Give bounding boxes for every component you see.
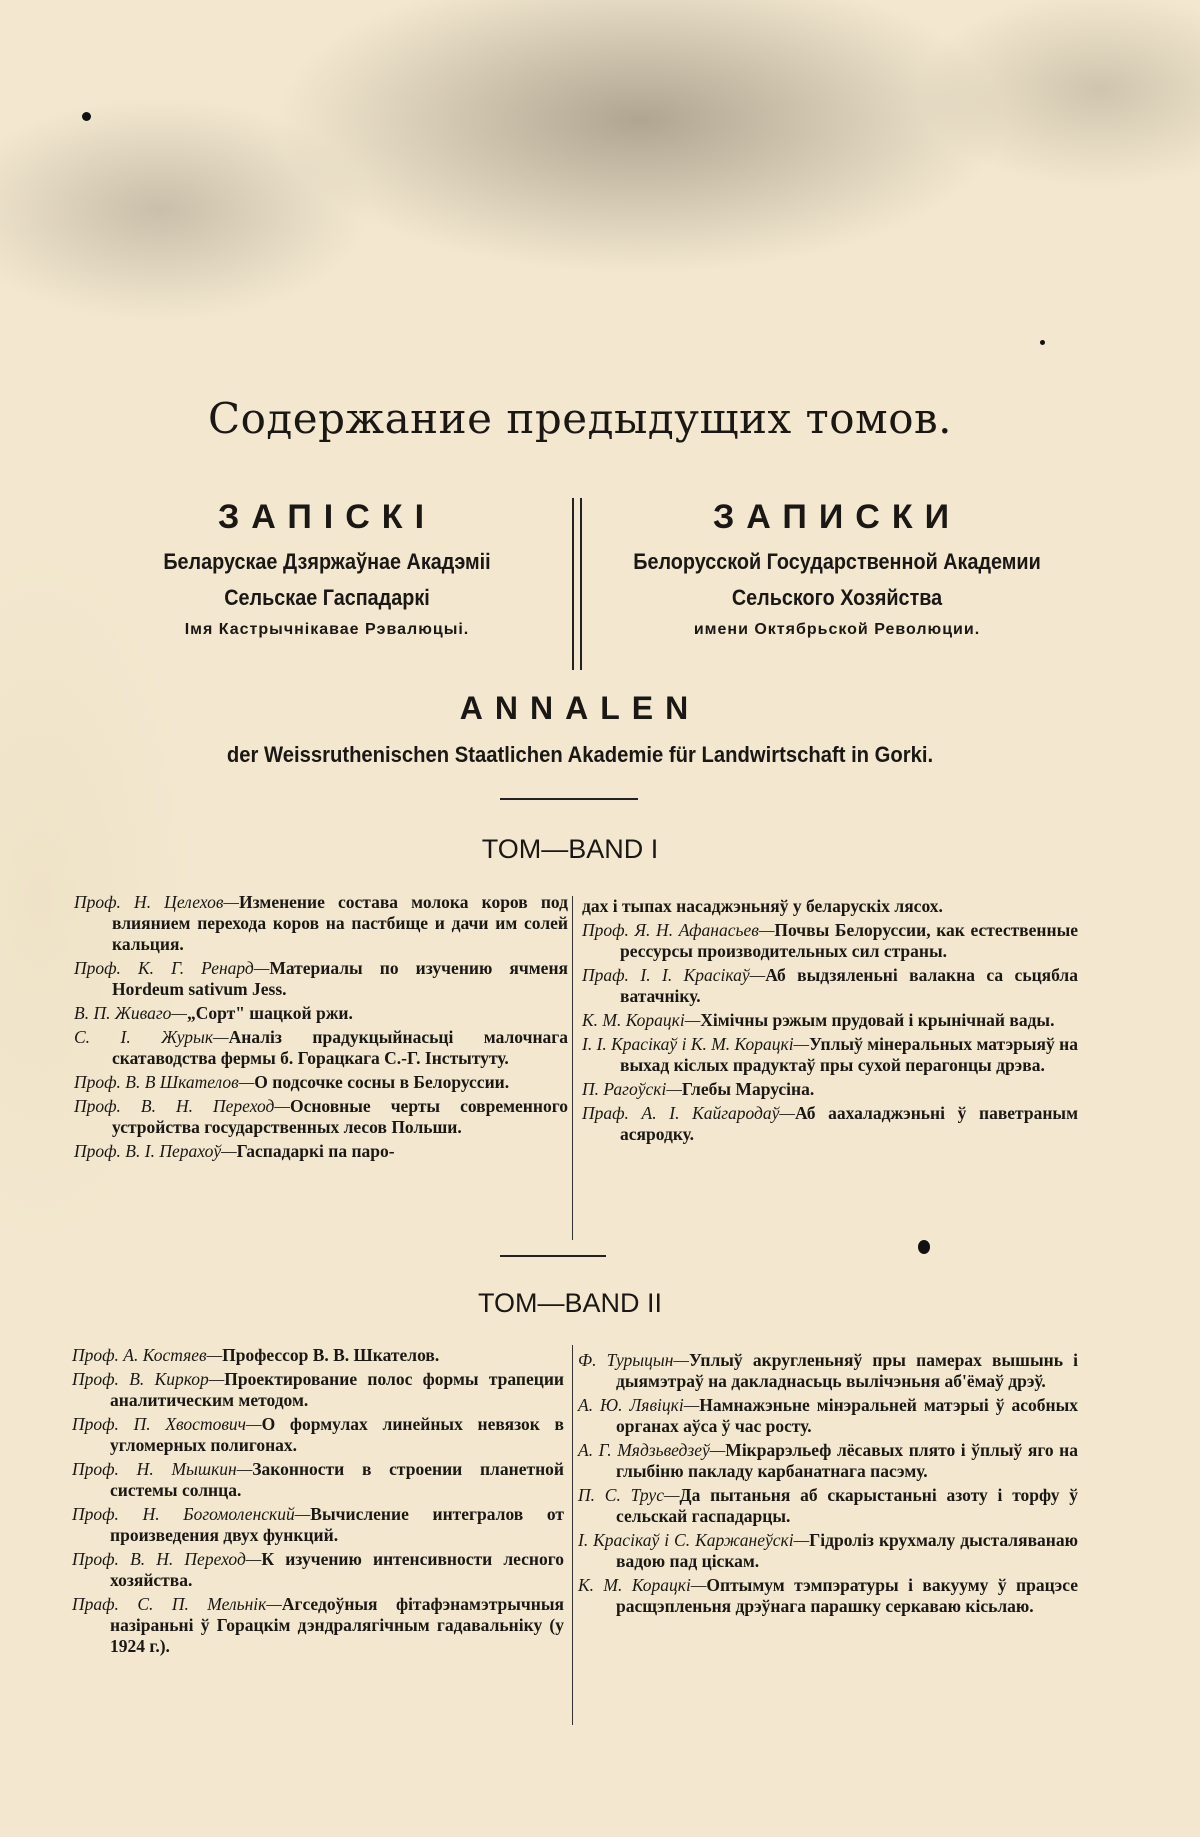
toc-entry — [578, 1350, 1078, 1392]
toc-title: Гаспадаркі па паро- — [236, 1141, 395, 1161]
toc-entry — [74, 1141, 568, 1162]
toc-title: „Сорт" шацкой ржи. — [186, 1003, 353, 1023]
toc-entry — [74, 958, 568, 1000]
toc-author: Проф. В. Н. Переход— — [72, 1549, 262, 1569]
toc-author: Проф. П. Хвостович— — [72, 1414, 262, 1434]
page-title: Содержание предыдущих томов. — [207, 394, 953, 443]
annalen-subtitle: der Weissruthenischen Staatlichen Akademie für Landwirtschaft in Gorki. — [226, 742, 934, 767]
header-russian-line1: Белорусской Государственной Академии — [633, 549, 1041, 574]
toc-author: Проф. В. Н. Переход— — [74, 1096, 290, 1116]
toc-author: Праф. І. І. Красікаў— — [582, 965, 766, 985]
toc-author: Проф. В. В Шкателов— — [74, 1072, 255, 1092]
ink-speck — [82, 112, 91, 121]
header-belarusian-line2: Сельскае Гаспадаркі — [224, 585, 430, 610]
toc-title: Основные черты современного устройства государственных лесов Польши. — [112, 1096, 568, 1137]
header-belarusian-title: ЗАПІСКІ — [217, 498, 437, 536]
toc-entry — [582, 920, 1078, 962]
toc-author: А. Г. Мядзьведзеў— — [578, 1440, 726, 1460]
toc-author: Праф. А. І. Кайгародаў— — [582, 1103, 795, 1123]
toc-entry — [578, 1485, 1078, 1527]
toc-author: П. С. Трус— — [578, 1485, 680, 1505]
toc-title: Аналіз прадукцыйнасьці малочнага скатаводства фермы б. Горацкага С.-Г. Інстытуту. — [112, 1027, 568, 1068]
toc-author: В. П. Живаго— — [74, 1003, 187, 1023]
toc-title: Вычисление интегралов от произведения двух функций. — [110, 1504, 564, 1545]
toc-entry — [72, 1549, 564, 1591]
toc-title: Глебы Марусіна. — [681, 1079, 815, 1099]
toc-entry — [72, 1369, 564, 1411]
ink-speck — [1040, 340, 1045, 345]
toc-author: А. Ю. Лявіцкі— — [578, 1395, 700, 1415]
toc-title: О подсочке сосны в Белоруссии. — [254, 1072, 510, 1092]
toc-title: Агседоўныя фітафэнамэтрычныя назіраньні ў Горацкім дэндралягічным гадавальніку (у 1924 г.). — [110, 1594, 564, 1656]
toc-author: Проф. Н. Богомоленский— — [72, 1504, 311, 1524]
column-divider — [572, 896, 573, 1240]
header-russian-line2: Сельского Хозяйства — [731, 585, 943, 610]
volume2-left-column — [72, 1345, 564, 1660]
header-belarusian-line1: Беларускае Дзяржаўнае Акадэміі — [163, 549, 491, 574]
toc-title: Уплыў мінеральных матэрыяў на выхад кіслых прадуктаў пры сухой перагонцы дрэва. — [620, 1034, 1078, 1075]
toc-title: Изменение состава молока коров под влиянием перехода коров на пастбище и дачи им солей кальция. — [112, 892, 568, 954]
toc-entry — [72, 1414, 564, 1456]
header-russian-line3: имени Октябрьской Революции. — [693, 621, 981, 638]
toc-title: Аб аахаладжэньні ў паветраным асяродку. — [620, 1103, 1078, 1144]
toc-author: П. Рагоўскі— — [582, 1079, 682, 1099]
toc-entry — [578, 1440, 1078, 1482]
toc-title: О формулах линейных невязок в угломерных полигонах. — [110, 1414, 565, 1455]
toc-entry — [578, 1575, 1078, 1617]
toc-author: Проф. А. Костяев— — [72, 1345, 223, 1365]
ink-speck — [918, 1240, 930, 1254]
toc-entry — [582, 1010, 1078, 1031]
toc-entry — [582, 965, 1078, 1007]
toc-title: Профессор В. В. Шкателов. — [222, 1345, 440, 1365]
annalen-title: ANNALEN — [459, 690, 701, 726]
toc-title: Оптымум тэмпэратуры і вакууму ў працэсе расщэпленьня дрэўнага парашку серкаваю кісьлаю. — [616, 1575, 1078, 1616]
toc-entry — [72, 1459, 564, 1501]
toc-entry — [578, 1530, 1078, 1572]
toc-author: І. Красікаў і С. Каржанеўскі— — [578, 1530, 810, 1550]
header-belarusian — [112, 498, 542, 639]
toc-title: Уплыў акругленьняў пры памерах вышынь і дыямэтраў на дакладнасьць вылічэньня аб'ёмаў дрэў. — [616, 1350, 1079, 1391]
volume1-right-column — [582, 896, 1078, 1148]
toc-author: Проф. Я. Н. Афанасьев— — [582, 920, 775, 940]
volume1-left-column — [74, 892, 568, 1165]
header-russian — [598, 498, 1076, 639]
toc-title: Мікрарэльеф лёсавых плято і ўплыў яго на глыбіню пакладу карбанатнага пасэму. — [616, 1440, 1078, 1481]
toc-author: Ф. Турыцын— — [578, 1350, 689, 1370]
toc-author: Праф. С. П. Мельнік— — [72, 1594, 282, 1614]
toc-title: Материалы по изучению ячменя Hordeum sativum Jess. — [112, 958, 569, 999]
toc-title: дах і тыпах насаджэньняў у беларускіх лясох. — [582, 896, 943, 916]
toc-title: Гідроліз крухмалу дысталяванаю вадою пад ціскам. — [616, 1530, 1078, 1571]
toc-author: С. І. Журык— — [74, 1027, 229, 1047]
header-divider — [572, 498, 582, 670]
toc-entry — [74, 1072, 568, 1093]
toc-title: Законности в строении планетной системы солнца. — [110, 1459, 564, 1500]
toc-entry — [74, 1003, 568, 1024]
toc-entry — [582, 1079, 1078, 1100]
toc-entry — [74, 1096, 568, 1138]
header-belarusian-line3: Імя Кастрычнікавае Рэвалюцыі. — [184, 621, 470, 638]
toc-title: Почвы Белоруссии, как естественные рессурсы производительных сил страны. — [620, 920, 1078, 961]
toc-title: К изучению интенсивности лесного хозяйства. — [110, 1549, 564, 1590]
toc-author: К. М. Корацкі— — [582, 1010, 701, 1030]
volume2-right-column — [578, 1350, 1078, 1620]
volume1-heading: TOM—BAND I — [481, 834, 659, 864]
toc-entry — [582, 896, 1078, 917]
toc-author: Проф. В. Киркор— — [72, 1369, 225, 1389]
toc-title: Хімічны рэжым прудовай і крынічнай вады. — [700, 1010, 1055, 1030]
toc-entry — [72, 1345, 564, 1366]
volume2-heading: TOM—BAND II — [477, 1288, 663, 1318]
toc-author: Проф. Н. Целехов— — [74, 892, 239, 912]
toc-author: І. І. Красікаў і К. М. Корацкі— — [582, 1034, 810, 1054]
toc-title: Да пытаньня аб скарыстаньні азоту і торфу ў сельскай гаспадарцы. — [616, 1485, 1078, 1526]
toc-author: Проф. К. Г. Ренард— — [74, 958, 270, 978]
toc-author: Проф. В. І. Перахоў— — [74, 1141, 237, 1161]
toc-title: Проектирование полос формы трапеции аналитическим методом. — [110, 1369, 564, 1410]
toc-author: Проф. Н. Мышкин— — [72, 1459, 253, 1479]
title-separator — [500, 798, 638, 800]
toc-author: К. М. Корацкі— — [578, 1575, 707, 1595]
toc-entry — [72, 1594, 564, 1657]
toc-entry — [74, 892, 568, 955]
toc-entry — [582, 1103, 1078, 1145]
toc-title: Намнажэньне мінэральней матэрыі ў асобных органах аўса ў час росту. — [616, 1395, 1078, 1436]
toc-entry — [578, 1395, 1078, 1437]
header-russian-title: ЗАПИСКИ — [712, 498, 962, 536]
volume-separator — [500, 1255, 606, 1257]
column-divider — [572, 1345, 573, 1725]
toc-title: Аб выдзяленьні валакна са сьцябла ватачніку. — [620, 965, 1079, 1006]
toc-entry — [582, 1034, 1078, 1076]
toc-entry — [74, 1027, 568, 1069]
toc-entry — [72, 1504, 564, 1546]
